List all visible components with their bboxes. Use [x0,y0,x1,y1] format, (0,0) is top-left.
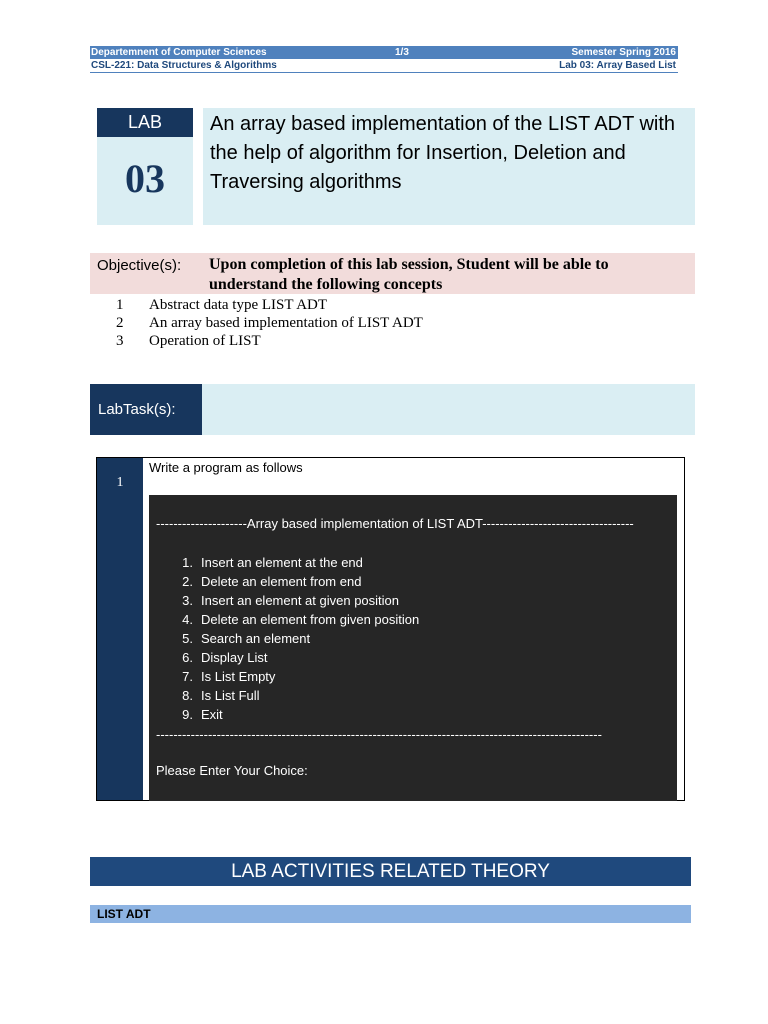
course-name: CSL-221: Data Structures & Algorithms [91,60,277,71]
menu-item-text: Exit [201,707,223,722]
console-prompt: Please Enter Your Choice: [156,763,308,778]
menu-item-text: Is List Empty [201,669,276,684]
list-item-text: Operation of LIST [149,333,261,349]
lab-tasks-label: LabTask(s): [90,384,202,435]
menu-item-number: 5. [182,631,193,646]
theory-subheading: LIST ADT [90,905,691,923]
menu-item-number: 6. [182,650,193,665]
list-item-number: 3 [116,333,124,349]
list-item-text: An array based implementation of LIST ADT [149,315,423,331]
menu-item-text: Delete an element from end [201,574,362,589]
objective-label: Objective(s): [97,257,182,274]
department-name: Departemnent of Computer Sciences [91,47,267,58]
menu-item-text: Search an element [201,631,311,646]
task-number: 1 [116,475,124,490]
menu-item-text: Insert an element at given position [201,593,400,608]
menu-item-text: Insert an element at the end [201,555,363,570]
task-number-column [97,458,143,800]
lab-number: 03 [125,156,165,201]
console-banner: ---------------------Array based implementation of LIST ADT----------------------------------- [156,516,634,531]
menu-item-text: Is List Full [201,688,260,703]
task-intro: Write a program as follows [149,460,303,475]
menu-item-number: 4. [182,612,193,627]
list-item-number: 2 [116,315,124,331]
lab-title: An array based implementation of the LIST ADT with the help of algorithm for Insertion, Deletion and Traversing algorithms [210,113,676,193]
objective-text: Upon completion of this lab session, Student will be able to understand the following concepts [209,256,609,293]
list-item-text: Abstract data type LIST ADT [149,297,328,313]
lab-tasks-panel [202,384,695,435]
list-item-number: 1 [116,297,124,313]
lab-reference: Lab 03: Array Based List [559,60,676,71]
menu-item-number: 3. [182,593,193,608]
page-header-top [90,46,678,59]
menu-item-number: 8. [182,688,193,703]
lab-tag: LAB [97,108,193,137]
menu-item-number: 1. [182,555,193,570]
menu-item-number: 9. [182,707,193,722]
menu-item-text: Display List [201,650,268,665]
console-separator: ------------------------------------------------------------------------------------------------------- [156,727,602,742]
menu-item-number: 7. [182,669,193,684]
page-number: 1/3 [395,47,409,58]
menu-item-number: 2. [182,574,193,589]
console-output [149,495,677,801]
menu-item-text: Delete an element from given position [201,612,420,627]
semester-label: Semester Spring 2016 [571,47,676,58]
theory-heading: LAB ACTIVITIES RELATED THEORY [90,857,691,886]
page-header-bottom [90,59,678,73]
